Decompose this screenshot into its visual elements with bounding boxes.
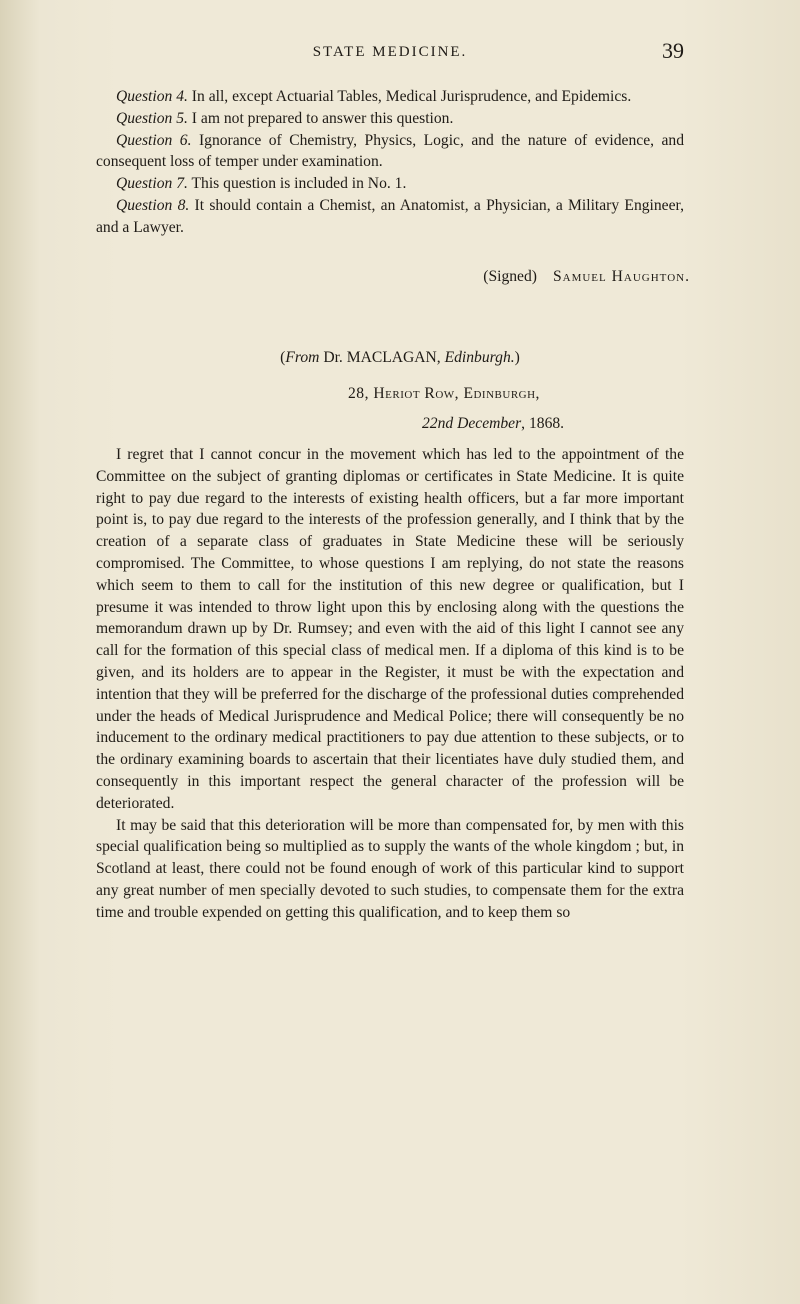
signatory-name: Samuel Haughton. xyxy=(552,268,690,285)
from-author: Dr. MACLAGAN, xyxy=(319,349,445,366)
letter-address: 28, Heriot Row, Edinburgh, xyxy=(348,385,540,402)
signature xyxy=(483,268,690,286)
question-answers xyxy=(96,86,684,239)
answer-text: I am not prepared to answer this question. xyxy=(187,109,454,127)
letter-source xyxy=(0,349,800,367)
letter-date-day: 22nd December xyxy=(422,415,522,432)
page-number: 39 xyxy=(662,38,684,63)
question-label: Question 4. xyxy=(116,88,188,105)
answer-paragraph xyxy=(96,86,684,108)
from-open-paren: ( xyxy=(280,349,286,366)
from-place: Edinburgh. xyxy=(444,349,515,366)
running-header xyxy=(96,40,684,68)
letter-paragraph: It may be said that this deterioration will be more than compensated for, by men with this special qualification being so multiplied as to supply the wants of the whole kingdom ; but, in Scotland at least, there could not be found enough of work of this particular kind to support any great number of men specially devoted to such studies, to compensate them for the extra time and trouble expended on getting this qualification, and to keep them so xyxy=(96,816,684,921)
signature-prefix: (Signed) xyxy=(483,268,537,285)
letter-date xyxy=(422,415,564,433)
question-label: Question 7. xyxy=(116,175,188,193)
running-title: STATE MEDICINE. xyxy=(312,44,468,60)
answer-text: This question is included in No. 1. xyxy=(187,175,407,193)
answer-text: In all, except Actuarial Tables, Medical Jurisprudence, and Epidemics. xyxy=(187,88,632,105)
from-close-paren: ) xyxy=(514,349,520,366)
letter-date-year: , 1868. xyxy=(521,415,565,432)
answer-text: Ignorance of Chemistry, Physics, Logic, and the nature of evidence, and consequent loss of temper under examination. xyxy=(96,131,685,171)
letter-paragraph: I regret that I cannot concur in the movement which has led to the appointment of the Committee on the subject of granting diplomas or certificates in State Medicine. It is quite right to pay due regard to the interests of existing health officers, but a far more important point is, to pay due regard to the interests of the profession generally, and I think that by the creation of a separate class of graduates in State Medicine these will be seriously compromised. The Committee, to whose questions I am replying, do not state the reasons which seem to them to call for the institution of this new degree or qualification, but I presume it was intended to throw light upon this by enclosing along with the questions the memorandum drawn up by Dr. Rumsey; and even with the aid of this light I cannot see any call for the formation of this special class of medical men. If a diploma of this kind is to be given, and its holders are to appear in the Register, it must be with the expectation and intention that they will be preferred for the discharge of the professional duties comprehended under the heads of Medical Jurisprudence and Medical Police; there will consequently be no inducement to the ordinary medical practitioners to pay due attention to these subjects, or to the ordinary examining boards to ascertain that their licentiates have duly studied them, and consequently in this important respect the general character of the profession will be deteriorated. xyxy=(96,446,684,812)
letter-body xyxy=(96,444,684,924)
answer-paragraph xyxy=(96,130,684,174)
question-label: Question 5. xyxy=(116,109,188,127)
question-label: Question 8. xyxy=(116,196,190,214)
question-label: Question 6. xyxy=(116,131,192,149)
answer-paragraph xyxy=(96,173,684,195)
answer-paragraph xyxy=(96,108,684,130)
answer-text: It should contain a Chemist, an Anatomist, a Physician, a Military Engineer, and a Lawyer. xyxy=(96,196,684,236)
answer-paragraph xyxy=(96,195,684,239)
from-label: From xyxy=(285,349,320,366)
